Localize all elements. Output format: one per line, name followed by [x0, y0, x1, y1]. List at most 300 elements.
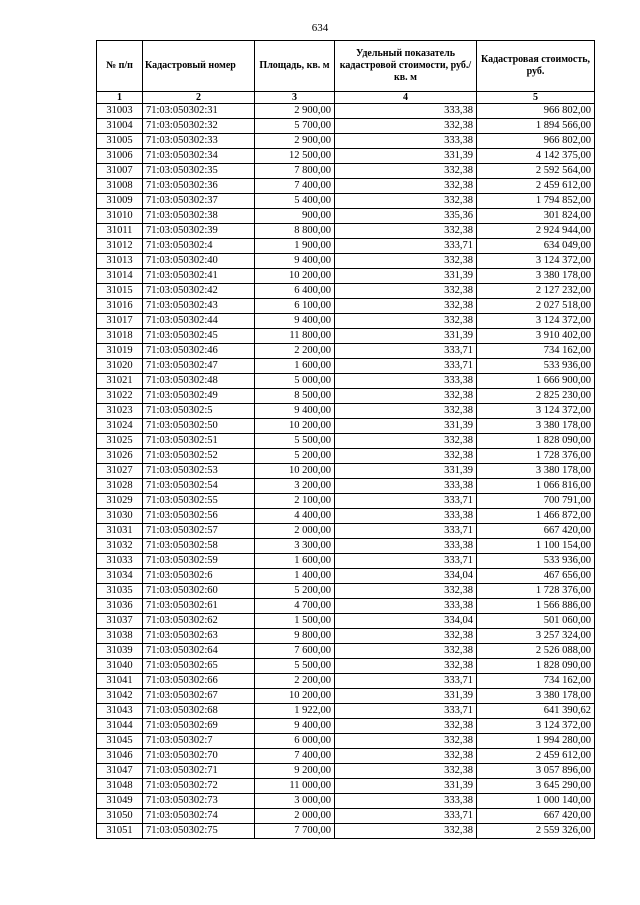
specific-value-cell: 333,38	[335, 539, 477, 554]
specific-value-cell: 331,39	[335, 464, 477, 479]
cadastral-number-cell: 71:03:050302:56	[143, 509, 255, 524]
cadastral-value-cell: 1 728 376,00	[477, 584, 595, 599]
row-number-cell: 31034	[97, 569, 143, 584]
cadastral-number-cell: 71:03:050302:62	[143, 614, 255, 629]
cadastral-value-cell: 1 466 872,00	[477, 509, 595, 524]
cadastral-number-cell: 71:03:050302:73	[143, 794, 255, 809]
cadastral-value-cell: 2 592 564,00	[477, 164, 595, 179]
area-cell: 2 200,00	[255, 674, 335, 689]
table-row	[97, 449, 595, 464]
cadastral-number-cell: 71:03:050302:4	[143, 239, 255, 254]
specific-value-cell: 332,38	[335, 404, 477, 419]
specific-value-cell: 333,38	[335, 374, 477, 389]
area-cell: 9 400,00	[255, 404, 335, 419]
row-number-cell: 31018	[97, 329, 143, 344]
table-row	[97, 344, 595, 359]
cadastral-value-cell: 3 380 178,00	[477, 464, 595, 479]
area-cell: 9 400,00	[255, 314, 335, 329]
table-row	[97, 824, 595, 839]
specific-value-cell: 332,38	[335, 314, 477, 329]
specific-value-cell: 334,04	[335, 569, 477, 584]
specific-value-cell: 333,71	[335, 524, 477, 539]
cadastral-value-cell: 667 420,00	[477, 809, 595, 824]
row-number-cell: 31015	[97, 284, 143, 299]
row-number-cell: 31033	[97, 554, 143, 569]
area-cell: 2 100,00	[255, 494, 335, 509]
header-cadastral-number: Кадастровый номер	[143, 41, 255, 92]
table-row	[97, 224, 595, 239]
cadastral-value-cell: 1 000 140,00	[477, 794, 595, 809]
row-number-cell: 31016	[97, 299, 143, 314]
cadastral-value-cell: 3 380 178,00	[477, 269, 595, 284]
cadastral-value-cell: 634 049,00	[477, 239, 595, 254]
area-cell: 7 400,00	[255, 179, 335, 194]
area-cell: 2 900,00	[255, 104, 335, 119]
row-number-cell: 31046	[97, 749, 143, 764]
cadastral-value-cell: 2 825 230,00	[477, 389, 595, 404]
cadastral-number-cell: 71:03:050302:68	[143, 704, 255, 719]
cadastral-number-cell: 71:03:050302:65	[143, 659, 255, 674]
cadastral-value-cell: 1 728 376,00	[477, 449, 595, 464]
table-row	[97, 674, 595, 689]
specific-value-cell: 333,71	[335, 809, 477, 824]
specific-value-cell: 332,38	[335, 164, 477, 179]
cadastral-number-cell: 71:03:050302:63	[143, 629, 255, 644]
cadastral-value-cell: 2 127 232,00	[477, 284, 595, 299]
row-number-cell: 31020	[97, 359, 143, 374]
cadastral-value-cell: 2 027 518,00	[477, 299, 595, 314]
cadastral-number-cell: 71:03:050302:33	[143, 134, 255, 149]
cadastral-value-cell: 533 936,00	[477, 554, 595, 569]
table-row	[97, 794, 595, 809]
specific-value-cell: 332,38	[335, 764, 477, 779]
area-cell: 9 800,00	[255, 629, 335, 644]
specific-value-cell: 333,38	[335, 509, 477, 524]
cadastral-number-cell: 71:03:050302:55	[143, 494, 255, 509]
specific-value-cell: 334,04	[335, 614, 477, 629]
cadastral-number-cell: 71:03:050302:64	[143, 644, 255, 659]
row-number-cell: 31013	[97, 254, 143, 269]
row-number-cell: 31007	[97, 164, 143, 179]
row-number-cell: 31025	[97, 434, 143, 449]
table-row	[97, 719, 595, 734]
cadastral-number-cell: 71:03:050302:54	[143, 479, 255, 494]
table-row	[97, 479, 595, 494]
specific-value-cell: 333,71	[335, 674, 477, 689]
specific-value-cell: 332,38	[335, 824, 477, 839]
row-number-cell: 31049	[97, 794, 143, 809]
column-number: 1	[97, 92, 143, 104]
row-number-cell: 31029	[97, 494, 143, 509]
area-cell: 9 400,00	[255, 254, 335, 269]
row-number-cell: 31044	[97, 719, 143, 734]
specific-value-cell: 332,38	[335, 749, 477, 764]
row-number-cell: 31047	[97, 764, 143, 779]
table-row	[97, 584, 595, 599]
table-row	[97, 569, 595, 584]
specific-value-cell: 332,38	[335, 299, 477, 314]
cadastral-number-cell: 71:03:050302:43	[143, 299, 255, 314]
table-header-row	[97, 41, 595, 92]
table-row	[97, 809, 595, 824]
specific-value-cell: 333,38	[335, 134, 477, 149]
specific-value-cell: 331,39	[335, 419, 477, 434]
area-cell: 7 600,00	[255, 644, 335, 659]
cadastral-value-cell: 3 910 402,00	[477, 329, 595, 344]
table-row	[97, 539, 595, 554]
table-row	[97, 764, 595, 779]
cadastral-value-cell: 3 124 372,00	[477, 404, 595, 419]
area-cell: 2 900,00	[255, 134, 335, 149]
specific-value-cell: 333,71	[335, 554, 477, 569]
specific-value-cell: 332,38	[335, 224, 477, 239]
table-row	[97, 359, 595, 374]
cadastral-value-cell: 2 459 612,00	[477, 749, 595, 764]
cadastral-value-cell: 966 802,00	[477, 104, 595, 119]
cadastral-number-cell: 71:03:050302:38	[143, 209, 255, 224]
row-number-cell: 31036	[97, 599, 143, 614]
table-row	[97, 644, 595, 659]
table-row	[97, 134, 595, 149]
table-row	[97, 509, 595, 524]
area-cell: 2 000,00	[255, 809, 335, 824]
table-row	[97, 464, 595, 479]
area-cell: 5 500,00	[255, 434, 335, 449]
row-number-cell: 31011	[97, 224, 143, 239]
area-cell: 2 000,00	[255, 524, 335, 539]
cadastral-value-cell: 3 124 372,00	[477, 314, 595, 329]
row-number-cell: 31038	[97, 629, 143, 644]
row-number-cell: 31024	[97, 419, 143, 434]
cadastral-number-cell: 71:03:050302:52	[143, 449, 255, 464]
cadastral-number-cell: 71:03:050302:66	[143, 674, 255, 689]
column-number: 3	[255, 92, 335, 104]
row-number-cell: 31043	[97, 704, 143, 719]
header-row-number: № п/п	[97, 41, 143, 92]
cadastral-number-cell: 71:03:050302:60	[143, 584, 255, 599]
column-number-row	[97, 92, 595, 104]
table-row	[97, 314, 595, 329]
cadastral-number-cell: 71:03:050302:7	[143, 734, 255, 749]
cadastral-value-cell: 667 420,00	[477, 524, 595, 539]
area-cell: 5 500,00	[255, 659, 335, 674]
specific-value-cell: 333,71	[335, 344, 477, 359]
specific-value-cell: 333,71	[335, 239, 477, 254]
area-cell: 2 200,00	[255, 344, 335, 359]
row-number-cell: 31012	[97, 239, 143, 254]
area-cell: 4 400,00	[255, 509, 335, 524]
table-row	[97, 614, 595, 629]
specific-value-cell: 332,38	[335, 194, 477, 209]
row-number-cell: 31031	[97, 524, 143, 539]
cadastral-number-cell: 71:03:050302:46	[143, 344, 255, 359]
row-number-cell: 31035	[97, 584, 143, 599]
specific-value-cell: 331,39	[335, 689, 477, 704]
column-number: 4	[335, 92, 477, 104]
table-row	[97, 749, 595, 764]
area-cell: 6 400,00	[255, 284, 335, 299]
cadastral-number-cell: 71:03:050302:41	[143, 269, 255, 284]
cadastral-number-cell: 71:03:050302:36	[143, 179, 255, 194]
cadastral-value-cell: 501 060,00	[477, 614, 595, 629]
table-row	[97, 269, 595, 284]
specific-value-cell: 333,71	[335, 359, 477, 374]
specific-value-cell: 332,38	[335, 449, 477, 464]
cadastral-value-cell: 3 057 896,00	[477, 764, 595, 779]
area-cell: 6 100,00	[255, 299, 335, 314]
table-row	[97, 599, 595, 614]
cadastral-value-cell: 3 124 372,00	[477, 254, 595, 269]
area-cell: 7 700,00	[255, 824, 335, 839]
cadastral-number-cell: 71:03:050302:61	[143, 599, 255, 614]
specific-value-cell: 333,38	[335, 599, 477, 614]
cadastral-value-cell: 2 459 612,00	[477, 179, 595, 194]
cadastral-number-cell: 71:03:050302:51	[143, 434, 255, 449]
area-cell: 8 500,00	[255, 389, 335, 404]
area-cell: 1 400,00	[255, 569, 335, 584]
row-number-cell: 31039	[97, 644, 143, 659]
cadastral-number-cell: 71:03:050302:34	[143, 149, 255, 164]
cadastral-number-cell: 71:03:050302:35	[143, 164, 255, 179]
area-cell: 11 000,00	[255, 779, 335, 794]
area-cell: 1 600,00	[255, 359, 335, 374]
specific-value-cell: 332,38	[335, 719, 477, 734]
specific-value-cell: 332,38	[335, 434, 477, 449]
cadastral-value-cell: 2 924 944,00	[477, 224, 595, 239]
specific-value-cell: 331,39	[335, 149, 477, 164]
row-number-cell: 31009	[97, 194, 143, 209]
cadastral-value-cell: 1 066 816,00	[477, 479, 595, 494]
cadastral-value-cell: 533 936,00	[477, 359, 595, 374]
table-row	[97, 299, 595, 314]
cadastral-number-cell: 71:03:050302:58	[143, 539, 255, 554]
specific-value-cell: 333,71	[335, 704, 477, 719]
cadastral-number-cell: 71:03:050302:59	[143, 554, 255, 569]
cadastral-number-cell: 71:03:050302:74	[143, 809, 255, 824]
row-number-cell: 31005	[97, 134, 143, 149]
table-row	[97, 329, 595, 344]
header-specific-value: Удельный показатель кадастровой стоимости, руб./кв. м	[335, 41, 477, 92]
cadastral-value-cell: 3 380 178,00	[477, 419, 595, 434]
row-number-cell: 31030	[97, 509, 143, 524]
column-number: 5	[477, 92, 595, 104]
cadastral-value-cell: 4 142 375,00	[477, 149, 595, 164]
cadastral-value-cell: 734 162,00	[477, 344, 595, 359]
area-cell: 8 800,00	[255, 224, 335, 239]
table-row	[97, 704, 595, 719]
specific-value-cell: 332,38	[335, 644, 477, 659]
specific-value-cell: 333,38	[335, 479, 477, 494]
cadastral-value-cell: 2 526 088,00	[477, 644, 595, 659]
cadastral-value-table	[96, 40, 595, 839]
header-area: Площадь, кв. м	[255, 41, 335, 92]
cadastral-number-cell: 71:03:050302:40	[143, 254, 255, 269]
cadastral-number-cell: 71:03:050302:32	[143, 119, 255, 134]
row-number-cell: 31017	[97, 314, 143, 329]
row-number-cell: 31014	[97, 269, 143, 284]
area-cell: 3 000,00	[255, 794, 335, 809]
area-cell: 4 700,00	[255, 599, 335, 614]
cadastral-number-cell: 71:03:050302:44	[143, 314, 255, 329]
table-row	[97, 779, 595, 794]
cadastral-value-cell: 301 824,00	[477, 209, 595, 224]
row-number-cell: 31010	[97, 209, 143, 224]
specific-value-cell: 332,38	[335, 179, 477, 194]
area-cell: 9 200,00	[255, 764, 335, 779]
area-cell: 3 300,00	[255, 539, 335, 554]
cadastral-number-cell: 71:03:050302:75	[143, 824, 255, 839]
cadastral-number-cell: 71:03:050302:42	[143, 284, 255, 299]
table-row	[97, 119, 595, 134]
table-row	[97, 389, 595, 404]
cadastral-value-cell: 1 894 566,00	[477, 119, 595, 134]
table-row	[97, 434, 595, 449]
table-row	[97, 689, 595, 704]
specific-value-cell: 331,39	[335, 269, 477, 284]
cadastral-number-cell: 71:03:050302:70	[143, 749, 255, 764]
cadastral-value-cell: 966 802,00	[477, 134, 595, 149]
area-cell: 7 400,00	[255, 749, 335, 764]
cadastral-number-cell: 71:03:050302:67	[143, 689, 255, 704]
area-cell: 10 200,00	[255, 419, 335, 434]
area-cell: 10 200,00	[255, 689, 335, 704]
cadastral-number-cell: 71:03:050302:57	[143, 524, 255, 539]
cadastral-number-cell: 71:03:050302:31	[143, 104, 255, 119]
cadastral-number-cell: 71:03:050302:69	[143, 719, 255, 734]
table-row	[97, 629, 595, 644]
specific-value-cell: 331,39	[335, 779, 477, 794]
table-row	[97, 179, 595, 194]
specific-value-cell: 332,38	[335, 119, 477, 134]
area-cell: 5 000,00	[255, 374, 335, 389]
area-cell: 1 922,00	[255, 704, 335, 719]
cadastral-value-cell: 1 566 886,00	[477, 599, 595, 614]
row-number-cell: 31023	[97, 404, 143, 419]
row-number-cell: 31041	[97, 674, 143, 689]
specific-value-cell: 335,36	[335, 209, 477, 224]
area-cell: 12 500,00	[255, 149, 335, 164]
cadastral-value-cell: 1 828 090,00	[477, 434, 595, 449]
cadastral-value-cell: 1 994 280,00	[477, 734, 595, 749]
row-number-cell: 31048	[97, 779, 143, 794]
cadastral-value-cell: 1 100 154,00	[477, 539, 595, 554]
specific-value-cell: 332,38	[335, 389, 477, 404]
cadastral-value-cell: 467 656,00	[477, 569, 595, 584]
area-cell: 9 400,00	[255, 719, 335, 734]
area-cell: 5 200,00	[255, 449, 335, 464]
row-number-cell: 31028	[97, 479, 143, 494]
cadastral-value-cell: 1 794 852,00	[477, 194, 595, 209]
row-number-cell: 31008	[97, 179, 143, 194]
table-row	[97, 419, 595, 434]
row-number-cell: 31019	[97, 344, 143, 359]
row-number-cell: 31006	[97, 149, 143, 164]
cadastral-value-cell: 3 257 324,00	[477, 629, 595, 644]
area-cell: 3 200,00	[255, 479, 335, 494]
row-number-cell: 31022	[97, 389, 143, 404]
table-row	[97, 104, 595, 119]
row-number-cell: 31045	[97, 734, 143, 749]
row-number-cell: 31003	[97, 104, 143, 119]
cadastral-value-cell: 1 666 900,00	[477, 374, 595, 389]
area-cell: 6 000,00	[255, 734, 335, 749]
area-cell: 10 200,00	[255, 464, 335, 479]
row-number-cell: 31040	[97, 659, 143, 674]
cadastral-value-cell: 3 645 290,00	[477, 779, 595, 794]
row-number-cell: 31051	[97, 824, 143, 839]
table-row	[97, 239, 595, 254]
table-row	[97, 554, 595, 569]
cadastral-number-cell: 71:03:050302:45	[143, 329, 255, 344]
table-row	[97, 149, 595, 164]
cadastral-number-cell: 71:03:050302:6	[143, 569, 255, 584]
area-cell: 900,00	[255, 209, 335, 224]
row-number-cell: 31050	[97, 809, 143, 824]
area-cell: 10 200,00	[255, 269, 335, 284]
table-row	[97, 284, 595, 299]
page-number: 634	[311, 22, 329, 34]
specific-value-cell: 332,38	[335, 659, 477, 674]
cadastral-value-cell: 1 828 090,00	[477, 659, 595, 674]
cadastral-number-cell: 71:03:050302:5	[143, 404, 255, 419]
table-body	[97, 104, 595, 839]
specific-value-cell: 332,38	[335, 284, 477, 299]
row-number-cell: 31037	[97, 614, 143, 629]
specific-value-cell: 332,38	[335, 629, 477, 644]
table-row	[97, 209, 595, 224]
cadastral-number-cell: 71:03:050302:72	[143, 779, 255, 794]
table-row	[97, 659, 595, 674]
table-row	[97, 374, 595, 389]
cadastral-number-cell: 71:03:050302:71	[143, 764, 255, 779]
area-cell: 7 800,00	[255, 164, 335, 179]
table-row	[97, 194, 595, 209]
area-cell: 1 900,00	[255, 239, 335, 254]
table-row	[97, 404, 595, 419]
table-row	[97, 494, 595, 509]
row-number-cell: 31042	[97, 689, 143, 704]
cadastral-number-cell: 71:03:050302:49	[143, 389, 255, 404]
specific-value-cell: 331,39	[335, 329, 477, 344]
specific-value-cell: 332,38	[335, 584, 477, 599]
column-number: 2	[143, 92, 255, 104]
area-cell: 5 700,00	[255, 119, 335, 134]
table-row	[97, 734, 595, 749]
row-number-cell: 31021	[97, 374, 143, 389]
cadastral-value-cell: 700 791,00	[477, 494, 595, 509]
area-cell: 1 500,00	[255, 614, 335, 629]
cadastral-value-cell: 3 380 178,00	[477, 689, 595, 704]
cadastral-value-cell: 3 124 372,00	[477, 719, 595, 734]
area-cell: 5 200,00	[255, 584, 335, 599]
specific-value-cell: 333,71	[335, 494, 477, 509]
cadastral-number-cell: 71:03:050302:37	[143, 194, 255, 209]
table-row	[97, 254, 595, 269]
cadastral-number-cell: 71:03:050302:50	[143, 419, 255, 434]
cadastral-number-cell: 71:03:050302:53	[143, 464, 255, 479]
specific-value-cell: 333,38	[335, 794, 477, 809]
cadastral-value-cell: 2 559 326,00	[477, 824, 595, 839]
cadastral-value-cell: 734 162,00	[477, 674, 595, 689]
specific-value-cell: 333,38	[335, 104, 477, 119]
cadastral-value-cell: 641 390,62	[477, 704, 595, 719]
cadastral-number-cell: 71:03:050302:47	[143, 359, 255, 374]
row-number-cell: 31026	[97, 449, 143, 464]
specific-value-cell: 332,38	[335, 734, 477, 749]
area-cell: 5 400,00	[255, 194, 335, 209]
table-row	[97, 524, 595, 539]
area-cell: 11 800,00	[255, 329, 335, 344]
